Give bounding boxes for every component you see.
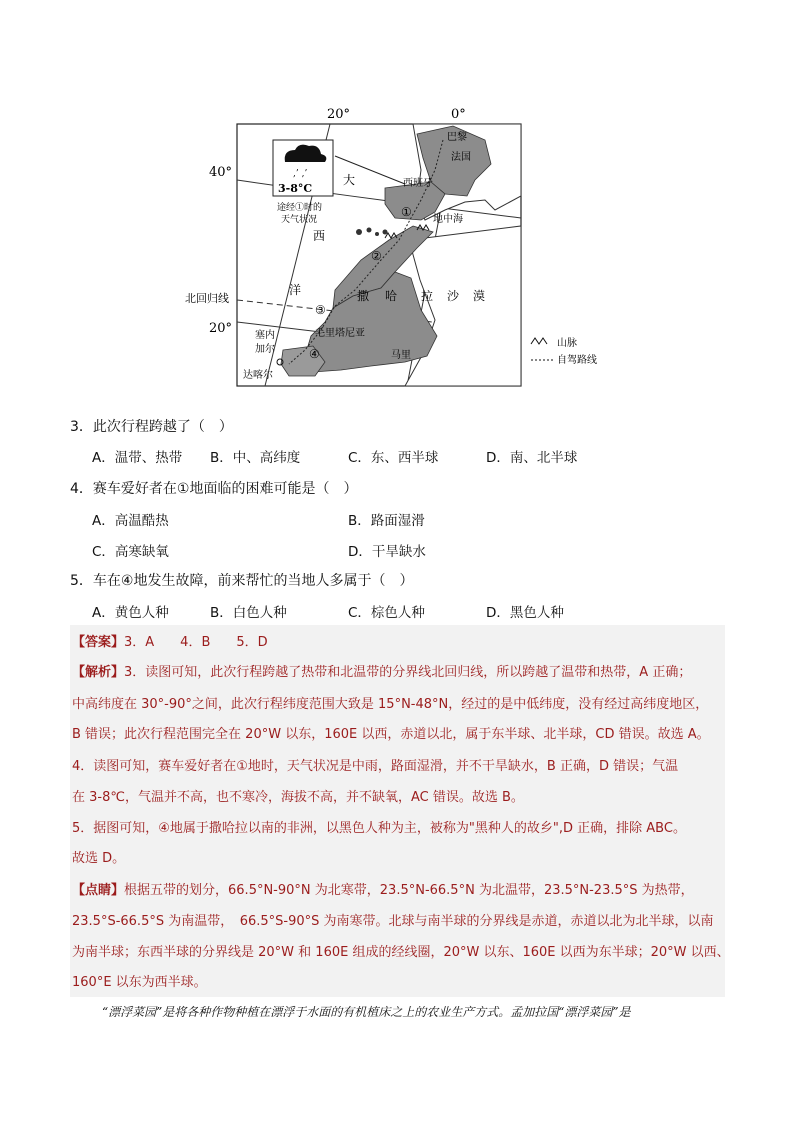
sahara-3: 拉 bbox=[421, 289, 434, 303]
q3-option-c: C．东、西半球 bbox=[348, 450, 439, 466]
paris-label: 巴黎 bbox=[447, 132, 467, 143]
analysis-line-4: 4．读图可知，赛车爱好者在①地时，天气状况是中雨，路面湿滑，并不干旱缺水，B 正确，D 错误；气温 bbox=[72, 759, 679, 774]
q5-option-d: D．黑色人种 bbox=[486, 605, 564, 621]
weather-temp: 3-8°C bbox=[278, 182, 313, 195]
point-1: ① bbox=[401, 205, 412, 219]
point-3: ③ bbox=[315, 303, 326, 317]
analysis-line-6: 5．据图可知，④地属于撒哈拉以南的非洲，以黑色人种为主，被称为"黑种人的故乡",D 正确，排除 ABC。 bbox=[72, 821, 686, 836]
legend-mountain: 山脉 bbox=[557, 338, 577, 349]
q5-option-b: B．白色人种 bbox=[210, 605, 287, 621]
weather-caption-2: 天气状况 bbox=[281, 215, 318, 225]
point-4: ④ bbox=[309, 347, 320, 361]
lon-20-label: 20° bbox=[327, 107, 351, 122]
analysis-line-3: B 错误；此次行程范围完全在 20°W 以东，160E 以西，赤道以北，属于东半球、北半球，CD 错误。故选 A。 bbox=[72, 727, 710, 742]
mountain-legend-icon bbox=[531, 338, 547, 344]
tip-label: 【点睛】 bbox=[72, 883, 125, 898]
sahara-2: 哈 bbox=[385, 289, 398, 303]
q4-option-c: C．高寒缺氧 bbox=[92, 544, 169, 560]
lon-0-label: 0° bbox=[451, 107, 466, 122]
tip-line-1 bbox=[72, 882, 694, 900]
question-5-stem: 5．车在④地发生故障，前来帮忙的当地人多属于（ ） bbox=[70, 573, 414, 589]
senegal-label-1: 塞内 bbox=[255, 330, 275, 341]
mauritania-label: 毛里塔尼亚 bbox=[315, 328, 365, 339]
route-map bbox=[185, 100, 615, 390]
q5-option-c: C．棕色人种 bbox=[348, 605, 425, 621]
ocean-xi: 西 bbox=[313, 229, 326, 243]
answer-label: 【答案】 bbox=[72, 635, 125, 650]
next-passage-text: “漂浮菜园”是将各种作物种植在漂浮于水面的有机植床之上的农业生产方式。孟加拉国“漂浮菜园”是 bbox=[102, 1005, 631, 1019]
sahara-1: 撒 bbox=[357, 289, 370, 303]
tip-line-4: 160°E 以东为西半球。 bbox=[72, 975, 207, 990]
question-3-stem: 3．此次行程跨越了（ ） bbox=[70, 419, 233, 435]
question-4-stem: 4．赛车爱好者在①地面临的困难可能是（ ） bbox=[70, 481, 358, 497]
tip-text-1: 根据五带的划分，66.5°N-90°N 为北寒带，23.5°N-66.5°N 为北温带，23.5°N-23.5°S 为热带， bbox=[124, 883, 694, 898]
analysis-text-1: 3．读图可知，此次行程跨越了热带和北温带的分界线北回归线，所以跨越了温带和热带，A 正确； bbox=[124, 665, 692, 680]
svg-text:,’ ,’: ,’ ,’ bbox=[293, 169, 308, 179]
analysis-line-2: 中高纬度在 30°-90°之间，此次行程纬度范围大致是 15°N-48°N，经过的是中低纬度，没有经过高纬度地区， bbox=[72, 697, 709, 712]
q3-option-a: A．温带、热带 bbox=[92, 450, 183, 466]
q3-option-b: B．中、高纬度 bbox=[210, 450, 301, 466]
tropic-label: 北回归线 bbox=[185, 292, 229, 305]
ocean-yang: 洋 bbox=[289, 283, 302, 297]
sahara-4: 沙 bbox=[447, 289, 460, 303]
lat-20-label: 20° bbox=[209, 321, 233, 336]
med-label: 地中海 bbox=[433, 214, 463, 225]
q3-option-d: D．南、北半球 bbox=[486, 450, 578, 466]
analysis-line-5: 在 3-8℃，气温并不高，也不寒冷，海拔不高，并不缺氧，AC 错误。故选 B。 bbox=[72, 790, 524, 805]
analysis-line-7: 故选 D。 bbox=[72, 851, 126, 866]
answer-text: 3．A 4．B 5．D bbox=[124, 635, 268, 650]
weather-caption-1: 途经①时的 bbox=[277, 203, 323, 213]
answer-line bbox=[72, 634, 268, 652]
mali-label: 马里 bbox=[391, 350, 411, 361]
q4-option-d: D．干旱缺水 bbox=[348, 544, 426, 560]
tip-line-2: 23.5°S-66.5°S 为南温带， 66.5°S-90°S 为南寒带。北球与南半球的分界线是赤道，赤道以北为北半球，以南 bbox=[72, 914, 714, 929]
point-2: ② bbox=[371, 249, 382, 263]
france-label: 法国 bbox=[451, 152, 471, 163]
analysis-label: 【解析】 bbox=[72, 665, 125, 680]
q5-option-a: A．黄色人种 bbox=[92, 605, 169, 621]
tip-line-3: 为南半球；东西半球的分界线是 20°W 和 160E 组成的经线圈，20°W 以东、160E 以西为东半球；20°W 以西、 bbox=[72, 945, 730, 960]
q4-option-b: B．路面湿滑 bbox=[348, 513, 425, 529]
q4-option-a: A．高温酷热 bbox=[92, 513, 169, 529]
analysis-line-1 bbox=[72, 664, 691, 682]
sahara-5: 漠 bbox=[473, 289, 486, 303]
senegal-label-2: 加尔 bbox=[255, 344, 275, 355]
ocean-da: 大 bbox=[343, 173, 356, 187]
spain-label: 西班牙 bbox=[403, 178, 433, 189]
lat-40-label: 40° bbox=[209, 165, 233, 180]
dakar-label: 达喀尔 bbox=[243, 370, 273, 381]
legend-route: 自驾路线 bbox=[557, 355, 597, 366]
